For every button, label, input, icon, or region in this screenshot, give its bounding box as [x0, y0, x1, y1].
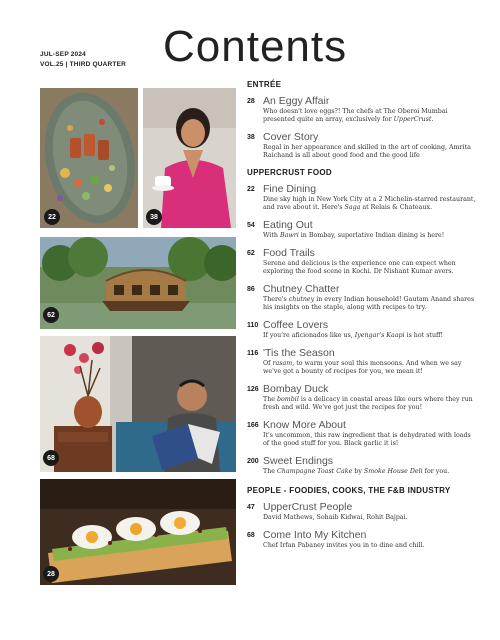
entry-title: An Eggy Affair [263, 95, 330, 107]
entry-page-number: 200 [247, 458, 259, 465]
page-badge: 28 [43, 566, 59, 582]
entry-title: Fine Dining [263, 183, 317, 195]
entry-description: Chef Irfan Pabaney invites you in to dine and chill. [263, 542, 425, 549]
entry-page-number: 47 [247, 504, 255, 511]
section-heading: PEOPLE - FOODIES, COOKS, THE F&B INDUSTRY [247, 486, 451, 495]
entry-title: Sweet Endings [263, 455, 334, 467]
entry-title: 'Tis the Season [263, 347, 335, 359]
toc-entry[interactable] [247, 131, 477, 160]
toc-entry[interactable] [247, 283, 477, 312]
entry-description: The Champagne Toast Cake by Smoke House Deli for you. [263, 468, 450, 475]
entry-page-number: 62 [247, 250, 255, 257]
entry-description: Dine sky high in New York City at a 2 Michelin-starred restaurant, and rave about it. Here's Saga at Relais & Chateaux. [263, 196, 476, 211]
entry-page-number: 110 [247, 322, 259, 329]
photo-cover-story-portrait [143, 88, 236, 228]
page-badge: 22 [44, 209, 60, 225]
entry-title: Know More About [263, 419, 346, 431]
photo-food-trails-houseboat [40, 237, 236, 329]
toc-entry[interactable] [247, 219, 477, 240]
entry-description: With Bawri in Bombay, superlative Indian dining is here! [263, 232, 445, 239]
entry-description: Serene and delicious is the experience one can expect when exploring the food scene in Kochi. Dr Nishant Kumar avers. [263, 260, 456, 275]
toc-entry[interactable] [247, 383, 477, 412]
entry-page-number: 22 [247, 186, 255, 193]
entry-page-number: 126 [247, 386, 259, 393]
entry-description: Who doesn't love eggs?! The chefs at The Oberoi Mumbai presented quite an array, exclusively for UpperCrust. [263, 108, 448, 123]
entry-title: Chutney Chatter [263, 283, 340, 295]
entry-page-number: 116 [247, 350, 259, 357]
section-heading: UPPERCRUST FOOD [247, 168, 332, 177]
toc-entry[interactable] [247, 347, 477, 376]
table-of-contents [247, 80, 477, 550]
toc-entry[interactable] [247, 419, 477, 448]
page-badge: 68 [43, 450, 59, 466]
section-heading: ENTRÉE [247, 80, 282, 89]
entry-description: David Mathews, Sohaib Kidwai, Rohit Bajpai. [263, 514, 408, 521]
entry-title: Cover Story [263, 131, 319, 143]
entry-title: Bombay Duck [263, 383, 329, 395]
entry-page-number: 28 [247, 98, 255, 105]
photo-eggy-affair-toast [40, 479, 236, 585]
entry-title: Eating Out [263, 219, 313, 231]
entry-description: It's uncommon, this raw ingredient that is dehydrated with loads of the good stuff for you. Black garlic it is! [263, 432, 471, 447]
toc-entry[interactable] [247, 529, 477, 550]
toc-entry[interactable] [247, 95, 477, 124]
page-badge: 62 [43, 307, 59, 323]
entry-title: Food Trails [263, 247, 315, 259]
photo-chef-kitchen [40, 336, 236, 472]
issue-date: JUL-SEP 2024 [40, 51, 86, 58]
page-title: Contents [163, 22, 348, 71]
entry-page-number: 86 [247, 286, 255, 293]
entry-description: There's chutney in every Indian household! Gautam Anand shares his insights on the staple, along with recipes to try. [263, 296, 475, 311]
toc-entry[interactable] [247, 501, 477, 522]
toc-entry[interactable] [247, 183, 477, 212]
entry-title: Come Into My Kitchen [263, 529, 367, 541]
entry-title: UpperCrust People [263, 501, 353, 513]
entry-page-number: 68 [247, 532, 255, 539]
toc-entry[interactable] [247, 319, 477, 340]
toc-entry[interactable] [247, 247, 477, 276]
entry-description: Regal in her appearance and skilled in the art of cooking, Amrita Raichand is all about good food and the good life [263, 144, 471, 159]
entry-page-number: 38 [247, 134, 255, 141]
toc-entry[interactable] [247, 455, 477, 476]
photo-fine-dining-platter [40, 88, 138, 228]
entry-page-number: 166 [247, 422, 259, 429]
issue-volume: VOL.25 | THIRD QUARTER [40, 61, 127, 68]
entry-description: Of rasam, to warm your soul this monsoons. And when we say we've got a bounty of recipes for you, we mean it! [263, 360, 462, 375]
entry-title: Coffee Lovers [263, 319, 329, 331]
entry-description: If you're aficionados like us, Iyengar's Kaapi is hot stuff! [263, 332, 444, 339]
entry-description: The bombil is a delicacy in coastal areas like ours where they run fresh and wild. We've got just the recipes for you! [263, 396, 473, 411]
issue-info [40, 50, 126, 70]
page-badge: 38 [146, 209, 162, 225]
entry-page-number: 54 [247, 222, 255, 229]
